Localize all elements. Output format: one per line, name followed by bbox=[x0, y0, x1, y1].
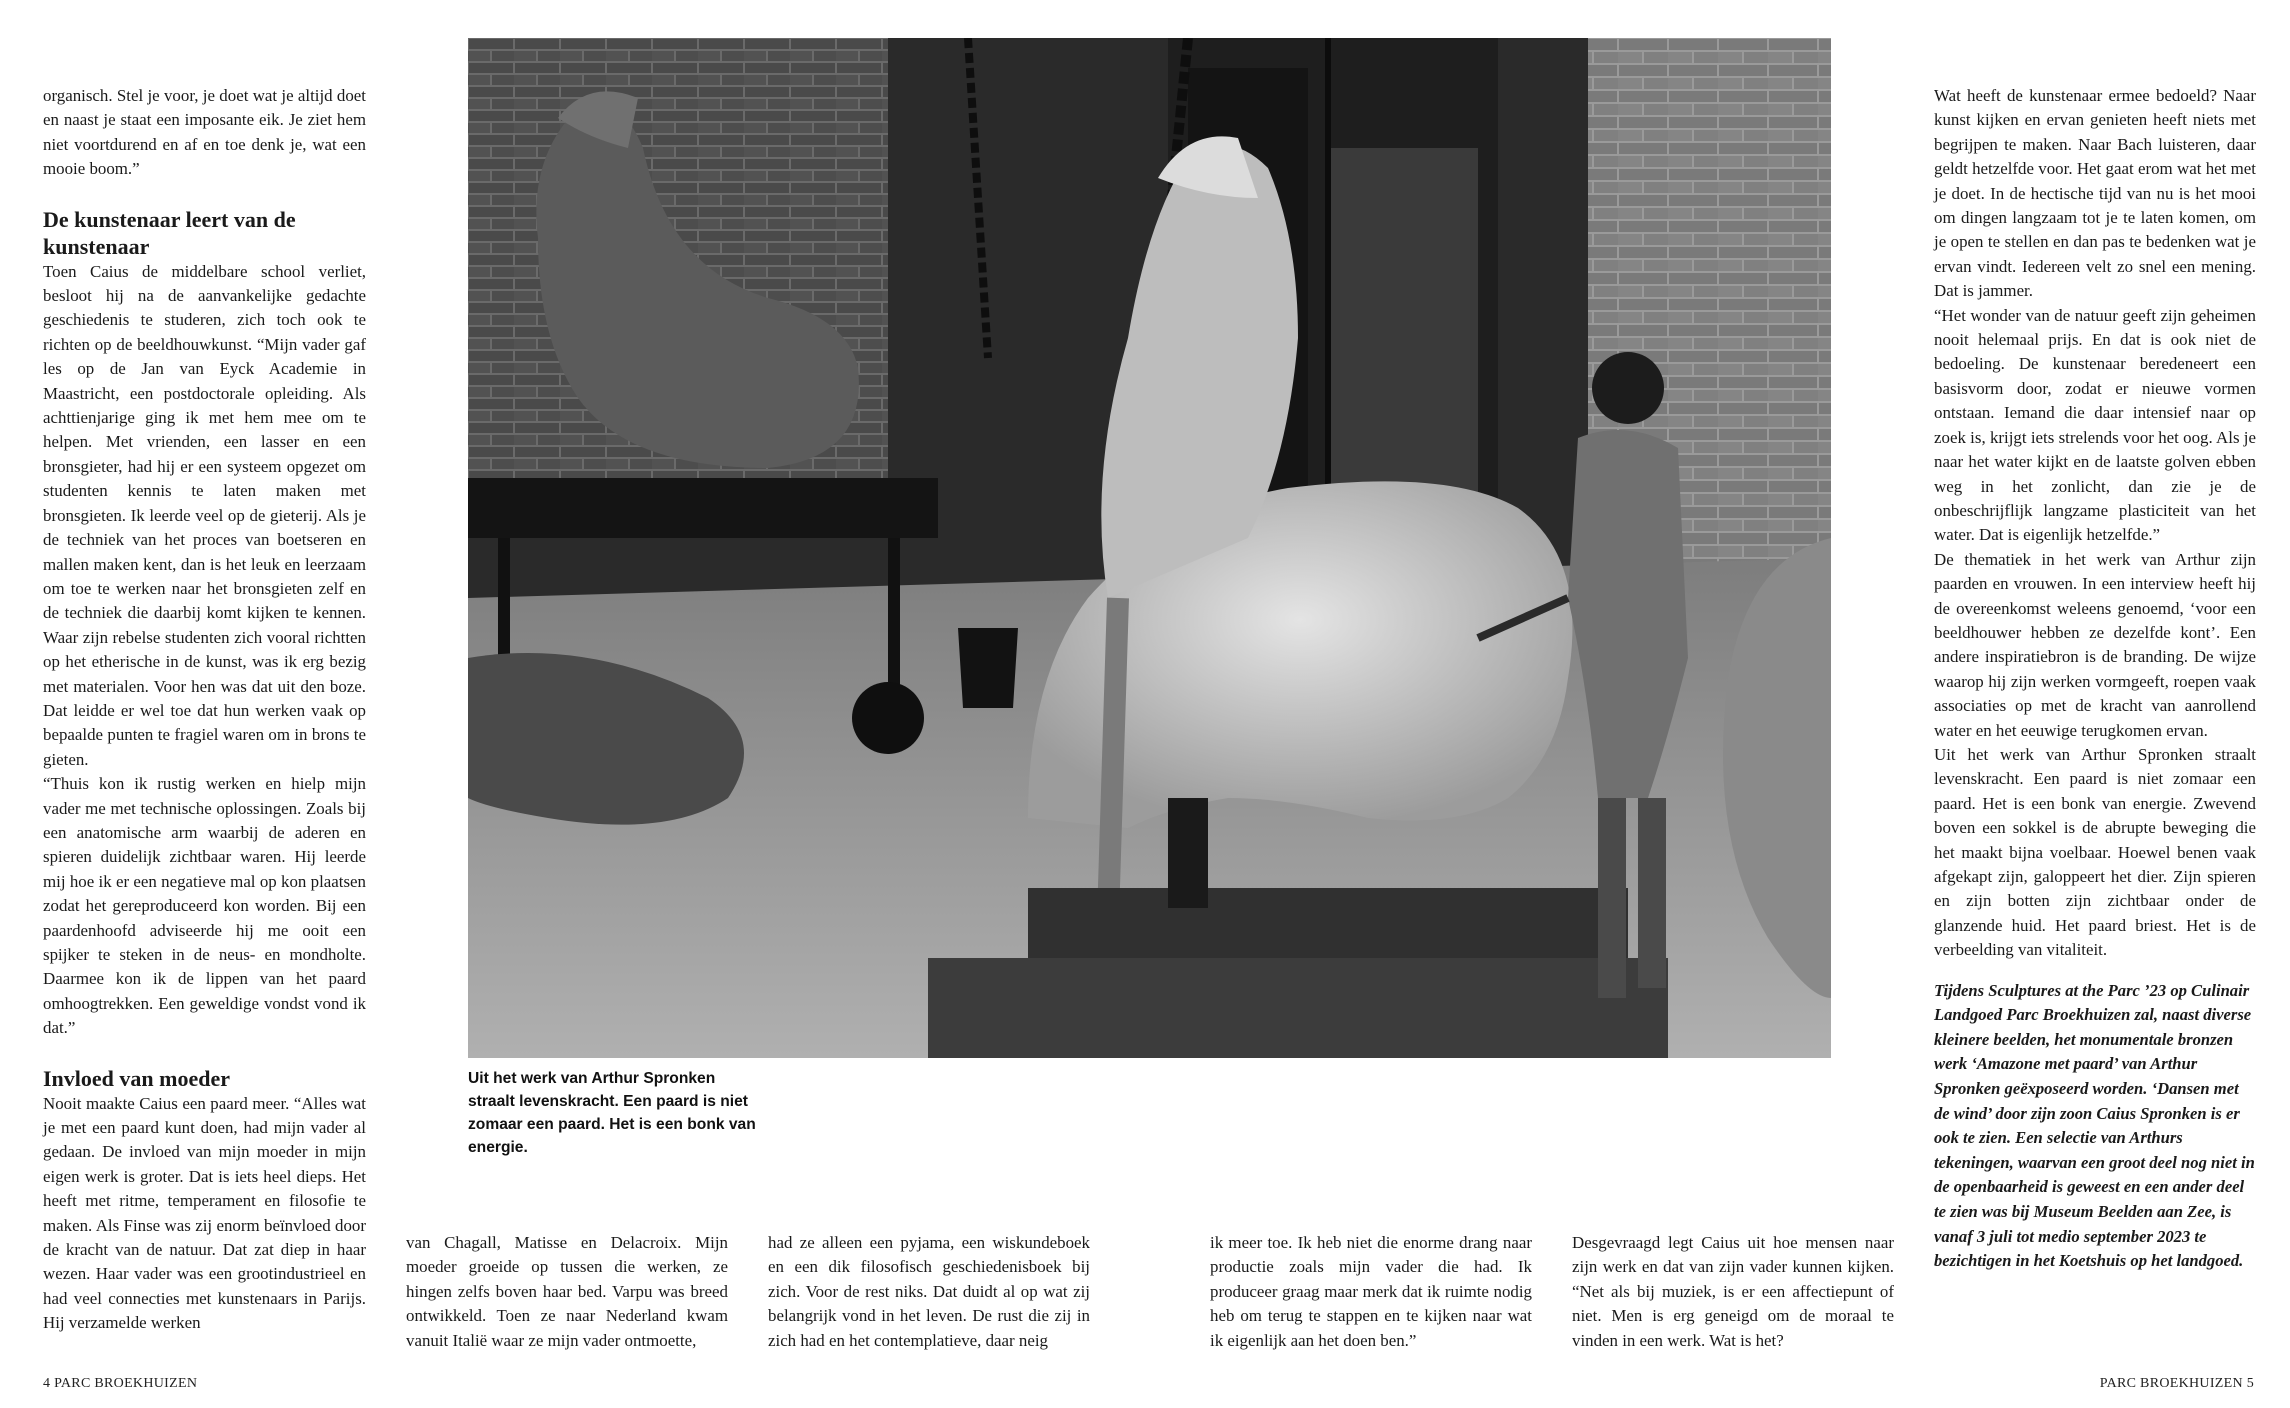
photo-caption: Uit het werk van Arthur Spronken straalt levenskracht. Een paard is niet zomaar een paard. Het is een bonk van energie. bbox=[468, 1070, 756, 1156]
bottom-column-3 bbox=[1210, 1231, 1532, 1353]
exhibition-note: Tijdens Sculptures at the Parc ’23 op Culinair Landgoed Parc Broekhuizen zal, naast diverse kleinere beelden, het monumentale bronzen werk ‘Amazone met paard’ van Arthur Spronken geëxposeerd worden. ‘Dansen met de wind’ door zijn zoon Caius Spronken is er ook te zien. Een selectie van Arthurs tekeningen, waarvan een groot deel nog niet in de openbaarheid is geweest en een ander deel te zien was bij Museum Beelden aan Zee, is vanaf 3 juli tot medio september 2023 te bezichtigen in het Koetshuis op het landgoed. bbox=[1934, 980, 2255, 1271]
paragraph-kunstenaar-bedoeld: Wat heeft de kunstenaar ermee bedoeld? Naar kunst kijken en ervan genieten heeft niets met begrijpen te maken. Naar Bach luisteren, daar geldt hetzelfde voor. Het gaat erom wat het met je doet. In de hectische tijd van nu is het mooi om dingen langzaam tot je te laten komen, om je open te stellen en dan pas te bedenken wat je ervan vindt. Iedereen velt zo snel een mening. Dat is jammer. bbox=[1934, 86, 2256, 301]
bottom-column-4-text: Desgevraagd legt Caius uit hoe mensen naar zijn werk en dat van zijn vader kunnen kijken. “Net als bij muziek, is er een affectiepunt of niet. Men is erg geneigd om de moraal te vinden in een werk. Wat is het? bbox=[1572, 1233, 1894, 1350]
left-article-column bbox=[43, 84, 366, 1336]
paragraph-levenskracht: Uit het werk van Arthur Spronken straalt levenskracht. Een paard is niet zomaar een paard. Het is een bonk van energie. Zwevend boven een sokkel is de abrupte beweging die het maakt bijna voelbaar. Hoewel benen vaak afgekapt zijn, galoppeert het dier. Zijn spieren en zijn botten zijn zichtbaar onder de glanzende huid. Het paard briest. Het is de verbeelding van vitaliteit. bbox=[1934, 744, 2256, 960]
footer-right-page-number: PARC BROEKHUIZEN 5 bbox=[2099, 1376, 2254, 1391]
bottom-column-3-text: ik meer toe. Ik heb niet die enorme drang naar productie zoals mijn vader die had. Ik produceer graag maar merk dat ik ruimte nodig heb om terug te stappen en te kijken naar wat ik eigenlijk aan het doen ben.” bbox=[1210, 1233, 1532, 1350]
paragraph-caius-school: Toen Caius de middelbare school verliet, besloot hij na de aanvankelijke gedachte geschiedenis te studeren, zich toch ook te richten op de beeldhouwkunst. “Mijn vader gaf les op de Jan van Eyck Academie in Maastricht, een postdoctorale opleiding. Als achttienjarige ging ik met hem mee om te helpen. Met vrienden, een lasser en een bronsgieter, had hij er een systeem opgezet om studenten kennis te laten maken met bronsgieten. Ik leerde veel op de gieterij. Als je de techniek van het proces van boetseren en mallen maken kent, dan is het leuk en leerzaam om toe te werken naar het bronsgieten zelf en de techniek die daarbij komt kijken te kennen. Waar zijn rebelse studenten zich vooral richtten op het etherische in de kunst, was ik erg bezig met materialen. Voor hen was dat uit den boze. Dat leidde er wel toe dat hun werken vaak op bepaalde punten te fragiel waren om in brons te gieten. bbox=[43, 261, 366, 769]
paragraph-thematiek: De thematiek in het werk van Arthur zijn paarden en vrouwen. In een interview heeft hij de overeenkomst weleens genoemd, ‘voor een beeldhouwer hebben ze dezelfde kont’. Een andere inspiratiebron is de branding. De wijze waarop hij zijn werken vormgeeft, roepen vaak associaties op met de kracht van aanrollend water en het eeuwige terugkomen ervan. bbox=[1934, 549, 2256, 740]
bottom-column-4 bbox=[1572, 1231, 1894, 1353]
bottom-column-1 bbox=[406, 1231, 728, 1353]
paragraph-invloed: Nooit maakte Caius een paard meer. “Alles wat je met een paard kunt doen, had mijn vader al gedaan. De invloed van mijn moeder in mijn eigen werk is groter. Dat is iets heel dieps. Het heeft met ritme, temperament en filosofie te maken. Als Finse was zij enorm beïnvloed door de kracht van de natuur. Dat zat diep in haar wezen. Haar vader was een grootindustrieel en had veel connecties met kunstenaars in Parijs. Hij verzamelde werken bbox=[43, 1093, 366, 1333]
bottom-column-1-text: van Chagall, Matisse en Delacroix. Mijn moeder groeide op tussen die werken, ze hingen zelfs boven haar bed. Varpu was breed ontwikkeld. Toen ze naar Nederland kwam vanuit Italië waar ze mijn vader ontmoette, bbox=[406, 1233, 728, 1350]
bottom-column-2 bbox=[768, 1231, 1090, 1353]
paragraph-thuis: “Thuis kon ik rustig werken en hielp mijn vader me met technische oplossingen. Zoals bij een anatomische arm waarbij de aderen en spieren duidelijk zichtbaar waren. Hij leerde mij hoe ik er een negatieve mal op kon plaatsen zodat het gereproduceerd kon worden. Bij een paardenhoofd adviseerde hij me ooit een spijker te steken in de neus- en mondholte. Daarmee kon ik de lippen van het paard omhoogtrekken. Een geweldige vondst vond ik dat.” bbox=[43, 774, 366, 1038]
intro-paragraph: organisch. Stel je voor, je doet wat je altijd doet en naast je staat een imposante eik. Je ziet hem niet voortdurend en af en toe denk je, wat een mooie boom.” bbox=[43, 86, 366, 179]
paragraph-wonder-natuur: “Het wonder van de natuur geeft zijn geheimen nooit helemaal prijs. En dat is ook niet de bedoeling. De kunstenaar beredeneert een basisvorm door, zodat er nieuwe vormen ontstaan. Iemand die daar intensief naar op zoek is, krijgt iets strelends voor het oog. Als je naar het water kijkt en de laatste golven ebben weg in het zonlicht, dan zie je de onbeschrijflijk langzame plasticiteit van het water. Dat is eigenlijk hetzelfde.” bbox=[1934, 305, 2256, 545]
bottom-column-2-text: had ze alleen een pyjama, een wiskundeboek en een dik filosofisch geschiedenisboek bij zich. Voor de rest niks. Dat duidt al op wat zij belangrijk vond in het leven. De rust die zij in zich had en het contemplatieve, daar neig bbox=[768, 1233, 1090, 1350]
footer-left-page-number: 4 PARC BROEKHUIZEN bbox=[43, 1376, 198, 1391]
section-heading-kunstenaar: De kunstenaar leert van de kunstenaar bbox=[43, 206, 296, 259]
sculpture-workshop-photo bbox=[468, 38, 1831, 1058]
right-article-column bbox=[1934, 84, 2256, 1274]
section-heading-moeder: Invloed van moeder bbox=[43, 1065, 230, 1091]
